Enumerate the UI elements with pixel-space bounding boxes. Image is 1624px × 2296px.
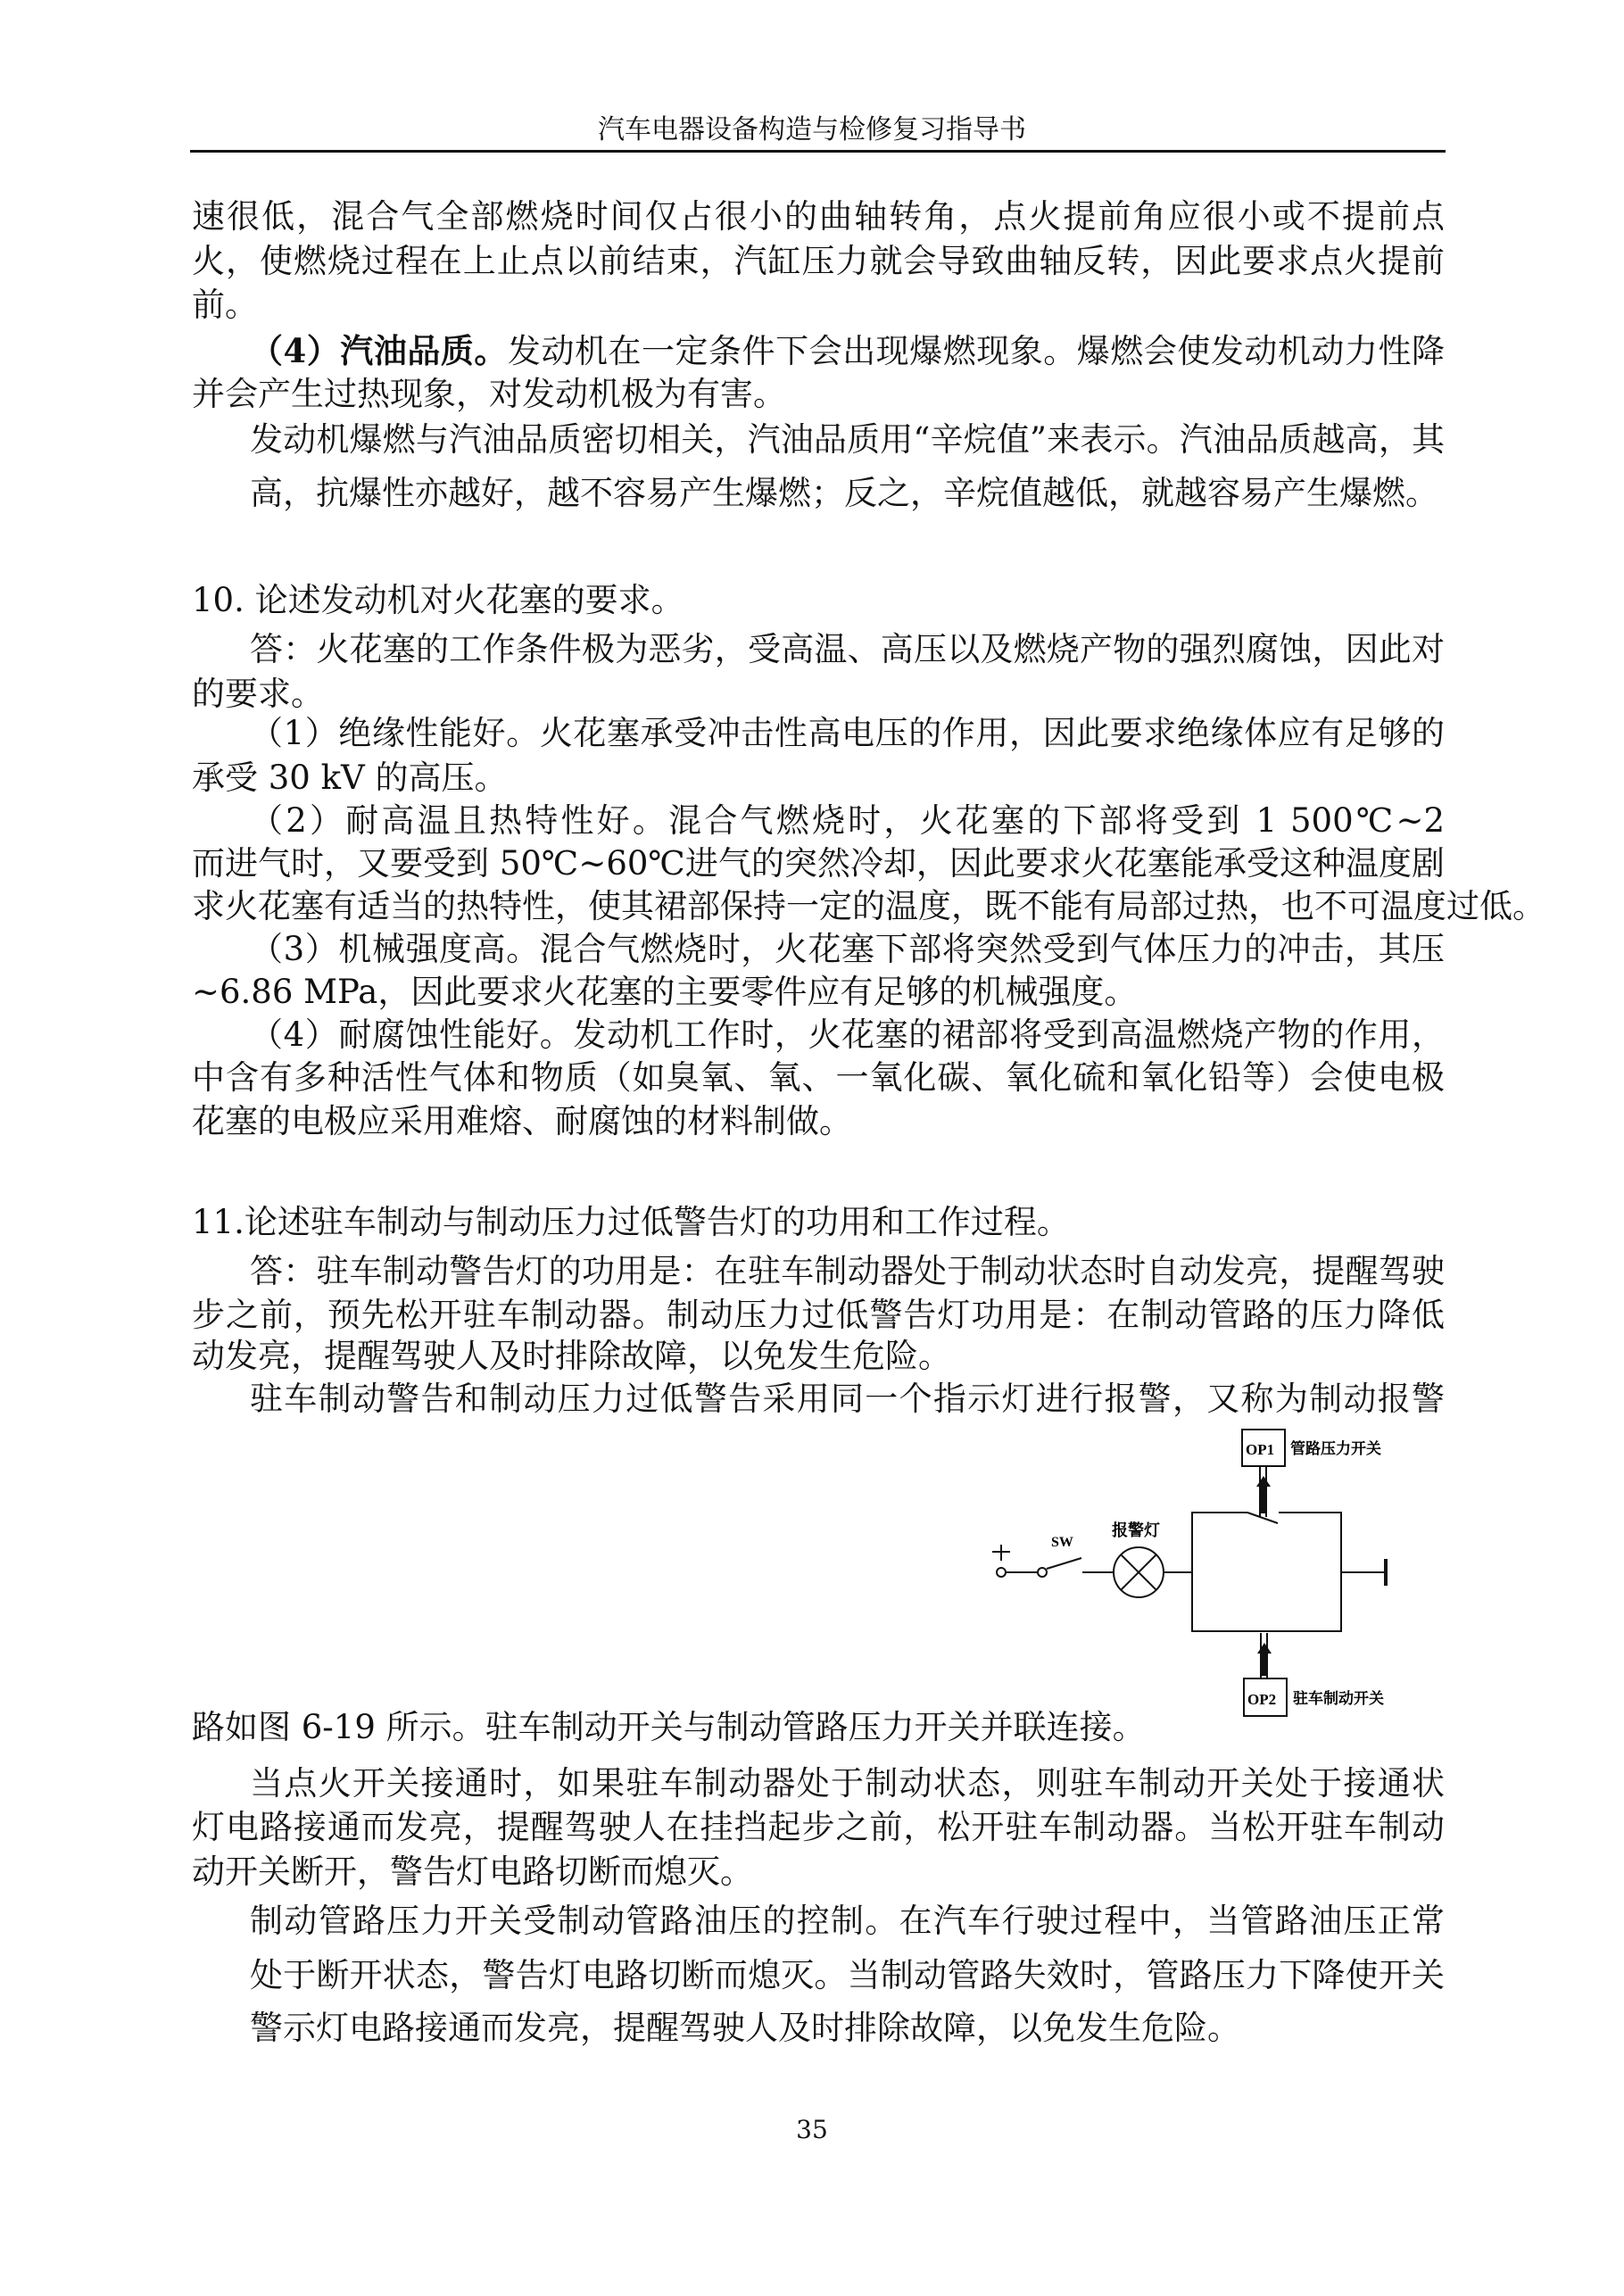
text-line-content: （4）耐腐蚀性能好。发动机工作时，火花塞的裙部将受到高温燃烧产物的作用，: [250, 1015, 1445, 1054]
text-line: [192, 283, 1445, 327]
parallel-loop: [1192, 1513, 1341, 1631]
text-line: [192, 1056, 1445, 1099]
text-line-content: 答：驻车制动警告灯的功用是：在驻车制动器处于制动状态时自动发亮，提醒驾驶: [250, 1252, 1445, 1290]
text-line: [250, 799, 1445, 842]
op1-label: 管路压力开关: [1290, 1440, 1381, 1457]
text-line: [192, 195, 1445, 238]
running-header: 汽车电器设备构造与检修复习指导书: [598, 114, 1026, 145]
text-line-content: 花塞的电极应采用难熔、耐腐蚀的材料制做。: [192, 1102, 852, 1140]
text-line: [250, 1899, 1445, 1943]
text-line-content: 当点火开关接通时，如果驻车制动器处于制动状态，则驻车制动开关处于接通状: [250, 1764, 1445, 1803]
text-line: [192, 756, 1445, 800]
text-line: [250, 471, 1445, 515]
text-line-content: 并会产生过热现象，对发动机极为有害。: [192, 375, 786, 413]
text-line: [192, 1334, 1445, 1378]
text-line: [192, 884, 1545, 928]
text-line: [250, 1761, 1445, 1805]
page-number: 35: [796, 2115, 828, 2144]
text-line-content: 灯电路接通而发亮，提醒驾驶人在挂挡起步之前，松开驻车制动器。当松开驻车制动: [192, 1808, 1445, 1846]
text-line-content: 承受 30 kV 的高压。: [192, 758, 508, 797]
text-line-content: 中含有多种活性气体和物质（如臭氧、氧、一氧化碳、氧化硫和氧化铅等）会使电极: [192, 1058, 1445, 1097]
text-line: [192, 970, 1445, 1014]
text-line-content: 制动管路压力开关受制动管路油压的控制。在汽车行驶过程中，当管路油压正常: [250, 1902, 1445, 1940]
text-line-content: （2）耐高温且热特性好。混合气燃烧时，火花塞的下部将受到 1 500℃~2: [250, 801, 1445, 840]
text-line: [192, 372, 1445, 416]
op1-box-label: OP1: [1246, 1441, 1275, 1458]
text-line: [250, 1249, 1445, 1293]
text-line-content: 路如图 6-19 所示。驻车制动开关与制动管路压力开关并联连接。: [192, 1708, 1146, 1746]
text-line-content: 发动机爆燃与汽油品质密切相关，汽油品质用“辛烷值”来表示。汽油品质越高，其: [250, 420, 1445, 459]
text-line: [192, 672, 1445, 716]
text-line-content: 高，抗爆性亦越好，越不容易产生爆燃；反之，辛烷值越低，就越容易产生爆燃。: [250, 474, 1438, 512]
text-line: [250, 418, 1445, 461]
op1-switch-blade: [1247, 1513, 1278, 1523]
text-line: [250, 2006, 1445, 2050]
op1-arrow-icon: [1256, 1476, 1271, 1487]
op2-label: 驻车制动开关: [1293, 1690, 1384, 1707]
text-line-content: 发动机在一定条件下会出现爆燃现象。爆燃会使发动机动力性降: [507, 332, 1445, 370]
text-line-content: 处于断开状态，警告灯电路切断而熄灭。当制动管路失效时，管路压力下降使开关: [250, 1956, 1445, 1994]
bold-heading: （4）汽油品质。: [250, 331, 508, 370]
text-line: [192, 239, 1445, 283]
text-line-content: 求火花塞有适当的热特性，使其裙部保持一定的温度，既不能有局部过热，也不可温度过低。: [192, 887, 1545, 925]
text-line-content: 驻车制动警告和制动压力过低警告采用同一个指示灯进行报警，又称为制动报警: [250, 1380, 1445, 1418]
text-line-content: 速很低，混合气全部燃烧时间仅占很小的曲轴转角，点火提前角应很小或不提前点: [192, 197, 1445, 236]
terminal-circle: [997, 1568, 1006, 1577]
text-line: [192, 841, 1445, 885]
text-line-content: 10. 论述发动机对火花塞的要求。: [192, 581, 684, 619]
op2-arrow-icon: [1257, 1643, 1272, 1654]
text-line-content: 警示灯电路接通而发亮，提醒驾驶人及时排除故障，以免发生危险。: [250, 2009, 1240, 2047]
text-line: [250, 1953, 1445, 1997]
text-line-content: 答：火花塞的工作条件极为恶劣，受高温、高压以及燃烧产物的强烈腐蚀，因此对: [250, 630, 1445, 668]
text-line: [250, 329, 1445, 373]
text-line: [192, 1200, 1445, 1244]
text-line-content: 步之前，预先松开驻车制动器。制动压力过低警告灯功用是：在制动管路的压力降低: [192, 1296, 1445, 1334]
switch-pivot: [1038, 1568, 1047, 1577]
text-line: [250, 1377, 1445, 1421]
text-line-content: 11.论述驻车制动与制动压力过低警告灯的功用和工作过程。: [192, 1203, 1070, 1241]
text-line: [192, 1805, 1445, 1849]
text-line: [192, 578, 1445, 622]
text-line: [250, 927, 1445, 971]
text-line-content: （3）机械强度高。混合气燃烧时，火花塞下部将突然受到气体压力的冲击，其压: [250, 930, 1445, 968]
switch-label: SW: [1051, 1535, 1073, 1550]
switch-blade: [1047, 1558, 1081, 1569]
text-line: [250, 627, 1445, 671]
text-line: [250, 1013, 1445, 1057]
text-line: [192, 1099, 1445, 1143]
brake-warning-circuit-diagram: [982, 1428, 1463, 1740]
text-line-content: 动发亮，提醒驾驶人及时排除故障，以免发生危险。: [192, 1337, 951, 1375]
header-rule: [190, 150, 1446, 153]
text-line: [250, 711, 1445, 755]
text-line-content: 前。: [192, 286, 258, 324]
text-line-content: 动开关断开，警告灯电路切断而熄灭。: [192, 1853, 753, 1891]
text-line-content: （1）绝缘性能好。火花塞承受冲击性高电压的作用，因此要求绝缘体应有足够的: [250, 714, 1445, 752]
text-line: [192, 1293, 1445, 1337]
text-line: [192, 1850, 1445, 1894]
text-line-content: 火，使燃烧过程在上止点以前结束，汽缸压力就会导致曲轴反转，因此要求点火提前: [192, 242, 1445, 280]
lamp-label: 报警灯: [1112, 1521, 1160, 1539]
text-line-content: 的要求。: [192, 675, 324, 713]
op2-box-label: OP2: [1247, 1691, 1277, 1708]
text-line-content: 而进气时，又要受到 50℃~60℃进气的突然冷却，因此要求火花塞能承受这种温度剧: [192, 844, 1445, 883]
text-line-content: ~6.86 MPa，因此要求火花塞的主要零件应有足够的机械强度。: [192, 973, 1138, 1011]
